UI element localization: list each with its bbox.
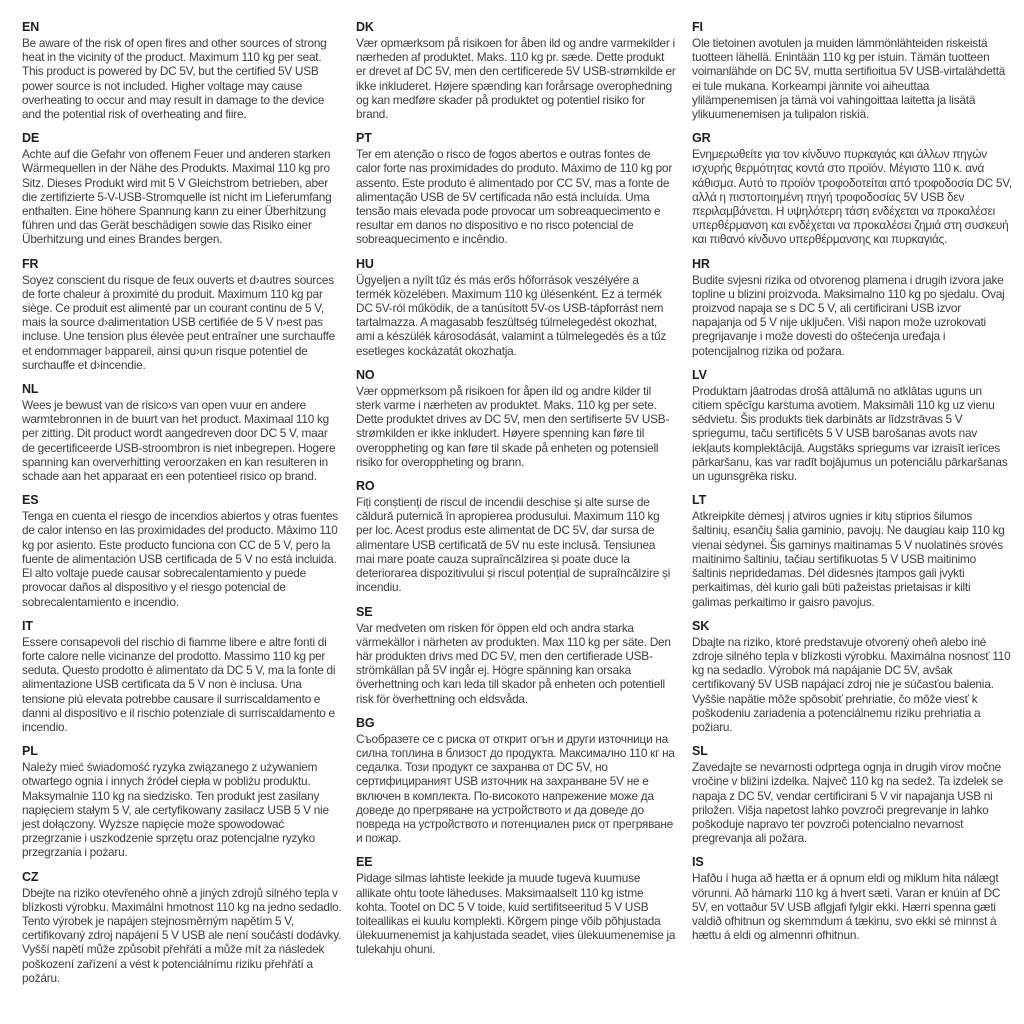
language-label-en: EN [22, 20, 40, 34]
section-fi [692, 20, 1012, 121]
warning-text-hr: Budite svjesni rizika od otvorenog plamena i drugih izvora jake topline u blizini proizvoda. Maksimalno 110 kg po sjedalu. Ovaj proizvod napaja se s DC 5 V, ali certificirani USB izvor napajanja od 5 V nije uključen. Viši napon može uzrokovati pregrijavanje i može dovesti do oštećenja uređaja i potencijalnog rizika od požara. [692, 272, 1005, 358]
warning-text-gr: Ενημερωθείτε για τον κίνδυνο πυρκαγιάς και άλλων πηγών ισχυρής θερμότητας κοντά στο προϊόν. Μέγιστο 110 κ. ανά κάθισμα. Αυτό το προϊόν τροφοδοτείται από τροφοδοσία DC 5V, αλλά η πιστοποιημένη πηγή τροφοδοσίας 5V USB δεν περιλαμβάνεται. Η υψηλότερη τάση ενδέχεται να προκαλέσει υπερθέρμανση και ενδέχεται να προκαλέσει ζημιά στη συσκευή και πιθανό κίνδυνο υπερθέρμανσης και πυρκαγιάς. [692, 147, 1012, 247]
language-label-lv: LV [692, 367, 707, 382]
section-gr [692, 131, 1012, 246]
section-it [22, 619, 342, 734]
section-de [22, 131, 342, 246]
section-pl [22, 744, 342, 859]
language-label-se: SE [356, 604, 373, 619]
language-label-ee: EE [356, 855, 373, 870]
section-ee [356, 855, 676, 956]
language-label-is: IS [692, 855, 704, 870]
warning-text-se: Var medveten om risken för öppen eld och andra starka värmekällor i närheten av produkten. Max 110 kg per säte. Den här produkten drivs med DC 5V, men den certifierade USB-strömkällan på 5V ingår ej. Högre spänning kan orsaka överhettning och kan leda till skador på enheten och potentiell risk för överhettning och eldsvåda. [356, 620, 671, 706]
warning-text-ro: Fiți conștienți de riscul de incendii deschise și alte surse de căldură puternică în apropierea produsului. Maximum 110 kg per loc. Acest produs este alimentat de DC 5V, dar sursa de alimentare USB certificată de 5V nu este inclusă. Tensiunea mai mare poate cauza supraîncălzirea și poate duce la deteriorarea dispozitivului și riscul potențial de supraîncălzire și incendiu. [356, 495, 671, 595]
section-ro [356, 479, 676, 594]
warning-text-hu: Ügyeljen a nyílt tűz és más erős hőforrások veszélyére a termék közelében. Maximum 110 kg ülésenként. Ez a termék DC 5V-ról működik, de a tanúsított 5V-os USB-tápforrást nem tartalmazza. A magasabb feszültség túlmelegedést okozhat, ami a készülék károsodását, valamint a túlmelegedés és a tűz esetleges kockázatát okozhatja. [356, 272, 667, 358]
language-label-cz: CZ [22, 869, 39, 884]
warning-text-pl: Należy mieć świadomość ryzyka związanego z używaniem otwartego ognia i innych źródeł ciepła w pobliżu produktu. Maksymalnie 110 kg na siedzisko. Ten produkt jest zasilany napięciem stałym 5 V, ale certyfikowany zasilacz USB 5 V nie jest dołączony. Wyższe napięcie może spowodować przegrzanie i uszkodzenie sprzętu oraz potencjalne ryzyko przegrzania i pożaru. [22, 760, 329, 860]
warning-text-en: Be aware of the risk of open fires and other sources of strong heat in the vicinity of the product. Maximum 110 kg per seat. This product is powered by DC 5V, but the certified 5V USB power source is not included. Higher voltage may cause overheating to occur and may result in damage to the device and the potential risk of overheating and fiire. [22, 36, 327, 122]
language-label-no: NO [356, 367, 375, 382]
language-label-hr: HR [692, 256, 710, 271]
warning-text-bg: Съобразете се с риска от открит огън и други източници на силна топлина в близост до продукта. Максимално 110 кг на седалка. Този продукт се захранва от DC 5V, но сертифицираният USB източник на захранване 5V не е включен в комплекта. По-високото напрежение може да доведе до прегряване на устройството и да доведе до повреда на устройството и потенциален риск от прегряване и пожар. [356, 731, 675, 846]
warning-text-de: Achte auf die Gefahr von offenem Feuer und anderen starken Wärmequellen in der Nähe des Produkts. Maximal 110 kg pro Sitz. Dieses Produkt wird mit 5 V Gleichstrom betrieben, aber die zertifizierte 5-V-USB-Stromquelle ist nicht im Lieferumfang enthalten. Eine höhere Spannung kann zu einer Überhitzung führen und das Gerät beschädigen sowie das Risiko einer Überhitzung und eines Brandes bergen. [22, 147, 332, 247]
language-label-ro: RO [356, 479, 375, 494]
language-label-de: DE [22, 131, 40, 146]
section-no [356, 368, 676, 469]
section-en [22, 20, 342, 121]
warning-text-lt: Atkreipkite dėmesį į atviros ugnies ir kitų stiprios šilumos šaltinių, esančių šalia gaminio, pavojų. Ne daugiau kaip 110 kg vienai sėdynei. Šis gaminys maitinamas 5 V nuolatinės srovės maitinimo šaltiniu, tačiau sertifikuotas 5 V USB maitinimo šaltinis nepridedamas. Dėl didesnės įtampos gali įvykti perkaitimas, dėl kurio gali būti pažeistas prietaisas ir kilti galimas perkaitimo ir gaisro pavojus. [692, 509, 1005, 609]
warning-text-no: Vær oppmerksom på risikoen for åpen ild og andre kilder til sterk varme i nærheten av produktet. Maks. 110 kg per sete. Dette produktet drives av DC 5V, men den sertifiserte 5V USB-strømkilden er ikke inkludert. Høyere spenning kan føre til overoppheting og kan føre til skade på enheten og potensiell risiko for overoppheting og brann. [356, 383, 670, 469]
section-es [22, 493, 342, 608]
language-label-lt: LT [692, 493, 707, 508]
language-label-sk: SK [692, 618, 710, 633]
section-hr [692, 257, 1012, 358]
section-lv [692, 368, 1012, 483]
warnings-column-1 [22, 20, 342, 995]
warning-text-it: Essere consapevoli del rischio di fiamme libere e altre fonti di forte calore nelle vicinanze del prodotto. Massimo 110 kg per seduta. Questo prodotto è alimentato da DC 5 V, ma la fonte di alimentazione USB certificata da 5 V non è inclusa. Una tensione più elevata potrebbe causare il surriscaldamento e danni al dispositivo e il rischio potenziale di surriscaldamento e incendio. [22, 634, 336, 734]
section-se [356, 605, 676, 706]
warning-text-cz: Dbejte na riziko otevřeného ohně a jiných zdrojů silného tepla v blízkosti výrobku. Maximální hmotnost 110 kg na jedno sedadlo. Tento výrobek je napájen stejnosměrným napětím 5 V, certifikovaný zdroj napájení 5 V USB ale není součástí dodávky. Vyšší napětí může způsobit přehřátí a může mít za následek poškození zařízení a vést k potenciálnímu riziku přehřátí a požáru. [22, 885, 342, 985]
language-label-pl: PL [22, 744, 38, 759]
section-bg [356, 716, 676, 846]
language-label-fr: FR [22, 256, 39, 271]
section-hu [356, 257, 676, 358]
section-nl [22, 382, 342, 483]
language-label-it: IT [22, 618, 33, 633]
warning-text-fr: Soyez conscient du risque de feux ouverts et d›autres sources de forte chaleur à proximité du produit. Maximum 110 kg par siège. Ce produit est alimenté par un courant continu de 5 V, mais la source d›alimentation USB certifiée de 5 V n›est pas incluse. Une tension plus élevée peut entraîner une surchauffe et endommager l›appareil, ainsi qu›un risque potentiel de surchauffe et d›incendie. [22, 272, 336, 372]
language-label-sl: SL [692, 744, 708, 759]
language-label-bg: BG [356, 715, 375, 730]
warnings-column-3 [692, 20, 1012, 952]
section-cz [22, 870, 342, 985]
section-fr [22, 257, 342, 372]
warnings-column-2 [356, 20, 676, 967]
section-dk [356, 20, 676, 121]
language-label-fi: FI [692, 20, 703, 34]
warning-text-sk: Dbajte na riziko, ktoré predstavuje otvorený oheň alebo iné zdroje silného tepla v blízkosti výrobku. Maximálna nosnosť 110 kg na sedadlo. Výrobok má napájanie DC 5V, avšak certifikovaný 5V USB napájací zdroj nie je súčasťou balenia. Vyššie napätie môže spôsobiť prehriatie, čo môže viesť k poškodeniu zariadenia a potenciálnemu riziku prehriatia a požiaru. [692, 634, 1011, 734]
section-sk [692, 619, 1012, 734]
language-label-dk: DK [356, 20, 374, 34]
section-is [692, 855, 1012, 942]
language-label-es: ES [22, 493, 39, 508]
language-label-hu: HU [356, 256, 374, 271]
warning-text-fi: Ole tietoinen avotulen ja muiden lämmönlähteiden riskeistä tuotteen lähellä. Enintään 110 kg per istuin. Tämän tuotteen voimanlähde on DC 5V, mutta sertifioitua 5V USB-virtalähdettä ei tule mukana. Korkeampi jännite voi aiheuttaa ylilämpenemisen ja tämä voi vahingoittaa laitetta ja lisätä ylikuumenemisen ja tulipalon riskiä. [692, 36, 1006, 122]
warning-text-is: Hafðu í huga að hætta er á opnum eldi og miklum hita nálægt vörunni. Að hámarki 110 kg á hvert sæti. Varan er knúin af DC 5V, en vottaður 5V USB aflgjafi fylgir ekki. Hærri spenna gæti valdið ofhitnun og skemmdum á tækinu, svo ekki sé minnst á hættu á eldi og almennri ofhitnun. [692, 871, 1001, 943]
section-pt [356, 131, 676, 246]
warning-text-pt: Ter em atenção o risco de fogos abertos e outras fontes de calor forte nas proximidades do produto. Máximo de 110 kg por assento. Este produto é alimentado por CC 5V, mas a fonte de alimentação USB de 5V certificada não está incluída. Uma tensão mais elevada pode provocar um sobreaquecimento e resultar em danos no dispositivo e no risco potencial de sobreaquecimento e incêndio. [356, 147, 673, 247]
warning-text-sl: Zavedajte se nevarnosti odprtega ognja in drugih virov močne vročine v bližini izdelka. Največ 110 kg na sedež. Ta izdelek se napaja z DC 5V, vendar certificirani 5 V vir napajanja USB ni priložen. Višja napetost lahko povzroči pregrevanje in lahko poškoduje napravo ter povzroči potencialno nevarnost pregrevanja ali požara. [692, 760, 1004, 846]
language-label-pt: PT [356, 131, 372, 146]
language-label-nl: NL [22, 382, 39, 397]
section-lt [692, 493, 1012, 608]
warning-text-dk: Vær opmærksom på risikoen for åben ild og andre varmekilder i nærheden af produktet. Maks. 110 kg pr. sæde. Dette produkt er drevet af DC 5V, men den certificerede 5V USB-strømkilde er ikke inkluderet. Højere spænding kan forårsage overophedning og kan medføre skader på produktet og potentiel risiko for brand. [356, 36, 676, 122]
warning-text-nl: Wees je bewust van de risico›s van open vuur en andere warmtebronnen in de buurt van het product. Maximaal 110 kg per zitting. Dit product wordt aangedreven door DC 5 V, maar de gecertificeerde USB-stroombron is niet inbegrepen. Hogere spanning kan oververhitting veroorzaken en kan resulteren in schade aan het apparaat en een potentieel risico op brand. [22, 398, 336, 484]
language-label-gr: GR [692, 131, 711, 146]
section-sl [692, 744, 1012, 845]
warning-text-lv: Produktam jāatrodas drošā attālumā no atklātas uguns un citiem spēcīgu karstuma avotiem. Maksimāli 110 kg uz vienu sēdvietu. Šis produkts tiek darbināts ar līdzstrāvas 5 V spriegumu, taču sertificēts 5 V USB barošanas avots nav iekļauts komplektācijā. Augstāks spriegums var izraisīt ierīces pārkaršanu, kas var radīt bojājumus un potenciālu pārkaršanas un ugunsgrēka risku. [692, 383, 1008, 484]
warning-text-es: Tenga en cuenta el riesgo de incendios abiertos y otras fuentes de calor intenso en las proximidades del producto. Máximo 110 kg por asiento. Este producto funciona con CC de 5 V, pero la fuente de alimentación USB certificada de 5 V no está incluida. El alto voltaje puede causar sobrecalentamiento y puede provocar daños al dispositivo y el riesgo potencial de sobrecalentamiento e incendio. [22, 509, 338, 609]
warning-text-ee: Pidage silmas lahtiste leekide ja muude tugeva kuumuse allikate ohtu toote läheduses. Maksimaalselt 110 kg istme kohta. Tootel on DC 5 V toide, kuid sertifitseeritud 5 V USB toiteallikas ei kuulu komplekti. Kõrgem pinge võib põhjustada ülekuumenemist ja kahjustada seadet, viies ülekuumenemise ja tulekahju ohuni. [356, 871, 676, 957]
